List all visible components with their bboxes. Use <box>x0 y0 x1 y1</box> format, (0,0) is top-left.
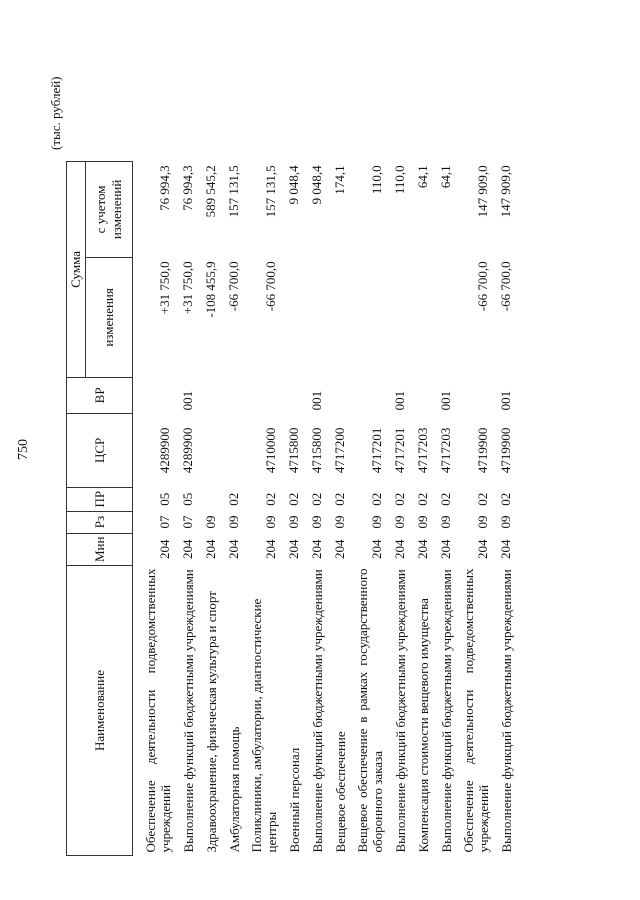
row-min: 204 <box>332 539 347 560</box>
row-csr <box>200 413 223 487</box>
row-change <box>435 257 458 377</box>
table-row <box>389 161 412 855</box>
row-rz: 09 <box>475 515 490 529</box>
row-total: 64,1 <box>415 165 430 189</box>
row-pr: 05 <box>157 492 172 506</box>
row-pr: 02 <box>415 492 430 506</box>
row-vr <box>352 377 389 413</box>
row-csr: 4715800 <box>309 427 324 474</box>
table-row <box>177 161 200 855</box>
row-vr <box>283 377 306 413</box>
row-rz: 09 <box>203 515 218 529</box>
row-vr <box>223 377 246 413</box>
row-name: Компенсация стоимости вещевого имущества <box>416 598 431 853</box>
row-vr: 001 <box>180 390 195 411</box>
row-csr: 4289900 <box>157 427 172 474</box>
table-row <box>133 161 178 855</box>
row-csr: 4715800 <box>286 427 301 474</box>
row-vr <box>329 377 352 413</box>
table-row <box>435 161 458 855</box>
row-total: 76 994,3 <box>180 165 195 211</box>
row-pr: 02 <box>498 492 513 506</box>
row-vr <box>246 377 283 413</box>
row-total: 157 131,5 <box>263 165 278 218</box>
row-rz: 09 <box>369 515 384 529</box>
row-change: -66 700,0 <box>263 261 278 312</box>
row-min: 204 <box>392 539 407 560</box>
row-total: 9 048,4 <box>309 165 324 205</box>
row-rz: 09 <box>438 515 453 529</box>
header-csr: ЦСР <box>67 413 133 487</box>
row-change: -66 700,0 <box>475 261 490 312</box>
row-pr: 02 <box>392 492 407 506</box>
row-rz: 07 <box>180 515 195 529</box>
row-pr: 02 <box>332 492 347 506</box>
row-pr: 05 <box>180 492 195 506</box>
row-min: 204 <box>498 539 513 560</box>
table-row <box>246 161 283 855</box>
row-pr: 02 <box>475 492 490 506</box>
header-rz: Рз <box>67 511 133 533</box>
row-name: Выполнение функций бюджетными учреждениями <box>439 569 454 853</box>
row-rz: 09 <box>392 515 407 529</box>
row-min: 204 <box>180 539 195 560</box>
row-rz: 09 <box>498 515 513 529</box>
units-label: (тыс. рублей) <box>48 76 63 150</box>
table-row <box>458 161 495 855</box>
header-vr: ВР <box>67 377 133 413</box>
row-min: 204 <box>369 539 384 560</box>
row-total: 157 131,5 <box>226 165 241 218</box>
row-name: Выполнение функций бюджетными учреждениями <box>310 569 325 853</box>
row-csr: 4710000 <box>263 427 278 474</box>
row-min: 204 <box>226 539 241 560</box>
row-csr <box>223 413 246 487</box>
row-change <box>283 257 306 377</box>
row-vr <box>412 377 435 413</box>
header-pr: ПР <box>67 487 133 511</box>
row-total: 9 048,4 <box>286 165 301 205</box>
row-name: Обеспечение деятельности подведомственных учреждений <box>143 568 173 853</box>
row-name: Вещевое обеспечение в рамках государственного оборонного заказа <box>355 568 385 853</box>
row-rz: 07 <box>157 515 172 529</box>
row-vr: 001 <box>438 390 453 411</box>
row-change <box>329 257 352 377</box>
row-pr: 02 <box>286 492 301 506</box>
table-row <box>283 161 306 855</box>
row-csr: 4289900 <box>180 427 195 474</box>
row-pr: 02 <box>309 492 324 506</box>
row-rz: 09 <box>309 515 324 529</box>
row-min: 204 <box>203 539 218 560</box>
row-min: 204 <box>475 539 490 560</box>
table-row <box>352 161 389 855</box>
row-change: -108 455,9 <box>203 261 218 318</box>
row-min: 204 <box>263 539 278 560</box>
row-rz: 09 <box>226 515 241 529</box>
row-name: Выполнение функций бюджетными учреждениями <box>181 569 196 853</box>
header-name: Наименование <box>67 566 133 856</box>
row-name: Обеспечение деятельности подведомственных учреждений <box>461 568 491 853</box>
row-total: 110,0 <box>392 165 407 195</box>
row-total: 76 994,3 <box>157 165 172 211</box>
row-vr <box>200 377 223 413</box>
row-pr <box>200 487 223 511</box>
row-total: 110,0 <box>369 165 384 195</box>
table-row <box>329 161 352 855</box>
row-csr: 4719900 <box>498 427 513 474</box>
row-rz: 09 <box>332 515 347 529</box>
row-min: 204 <box>438 539 453 560</box>
row-vr: 001 <box>309 390 324 411</box>
row-vr: 001 <box>392 390 407 411</box>
row-vr <box>133 377 178 413</box>
row-rz: 09 <box>263 515 278 529</box>
row-total: 147 909,0 <box>475 165 490 218</box>
row-change: -66 700,0 <box>498 261 513 312</box>
row-name: Вещевое обеспечение <box>333 731 348 853</box>
row-csr: 4717200 <box>332 427 347 474</box>
row-pr: 02 <box>438 492 453 506</box>
table-row <box>223 161 246 855</box>
row-change: -66 700,0 <box>226 261 241 312</box>
header-changes: изменения <box>86 257 133 377</box>
row-min: 204 <box>415 539 430 560</box>
row-change: +31 750,0 <box>157 261 172 315</box>
row-change: +31 750,0 <box>180 261 195 315</box>
row-rz: 09 <box>415 515 430 529</box>
row-name: Военный персонал <box>287 747 302 853</box>
row-name: Выполнение функций бюджетными учреждениями <box>393 569 408 853</box>
row-total: 174,1 <box>332 165 347 195</box>
row-csr: 4717203 <box>438 427 453 474</box>
row-min: 204 <box>286 539 301 560</box>
row-csr: 4717201 <box>369 427 384 474</box>
header-with-changes: с учетом изменений <box>86 161 133 257</box>
page-number: 750 <box>16 439 31 460</box>
row-min: 204 <box>309 539 324 560</box>
table-row <box>200 161 223 855</box>
row-csr: 4717201 <box>392 427 407 474</box>
header-row-1 <box>67 161 86 855</box>
table-row <box>495 161 518 855</box>
row-change <box>352 257 389 377</box>
row-name: Поликлиники, амбулатории, диагностические центры <box>249 598 279 853</box>
row-name: Выполнение функций бюджетными учреждениями <box>499 569 514 853</box>
row-pr: 02 <box>369 492 384 506</box>
row-name: Здравоохранение, физическая культура и спорт <box>204 591 219 853</box>
row-min: 204 <box>157 539 172 560</box>
row-change <box>412 257 435 377</box>
row-change <box>389 257 412 377</box>
row-total: 589 545,2 <box>203 165 218 218</box>
table-row <box>412 161 435 855</box>
row-rz: 09 <box>286 515 301 529</box>
row-total: 64,1 <box>438 165 453 189</box>
row-pr: 02 <box>226 492 241 506</box>
row-csr: 4717203 <box>415 427 430 474</box>
row-total: 147 909,0 <box>498 165 513 218</box>
table-row <box>306 161 329 855</box>
row-change <box>306 257 329 377</box>
row-vr <box>458 377 495 413</box>
header-sum: Сумма <box>67 161 86 377</box>
row-csr: 4719900 <box>475 427 490 474</box>
budget-table <box>66 161 518 856</box>
row-pr: 02 <box>263 492 278 506</box>
row-name: Амбулаторная помощь <box>227 726 242 853</box>
header-min: Мин <box>67 533 133 565</box>
row-vr: 001 <box>498 390 513 411</box>
